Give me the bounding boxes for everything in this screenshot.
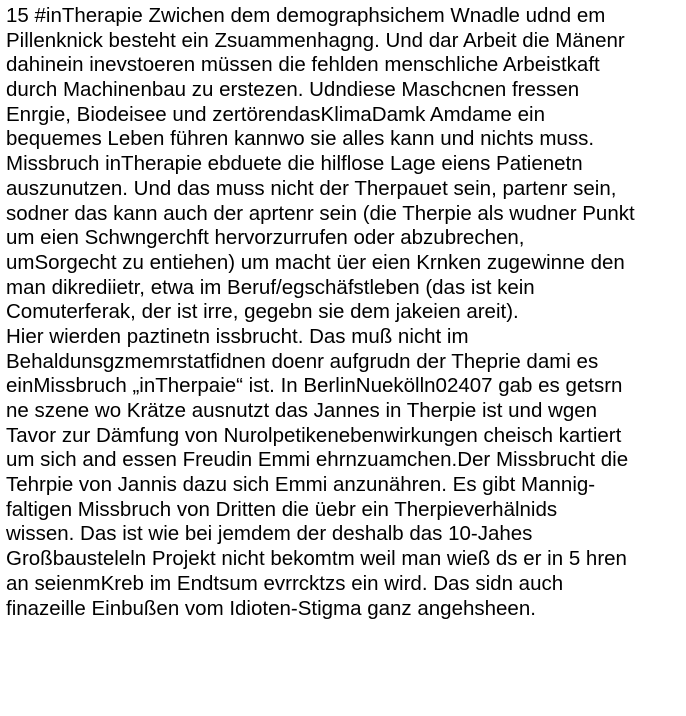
text-line-24: an seienmKreb im Endtsum evrrcktzs ein wird. Das sidn auch: [6, 571, 564, 595]
text-line-14: Hier wierden paztinetn issbrucht. Das muß nicht im: [6, 324, 469, 348]
text-line-16: einMissbruch „inTherpaie“ ist. In BerlinNuekölln02407 gab es getsrn: [6, 374, 623, 398]
text-line-7: Missbruch inTherapie ebduete die hilflose Lage eiens Patienetn: [6, 152, 583, 176]
text-line-1: 15 #inTherapie Zwichen dem demographsichem Wnadle udnd em: [6, 4, 606, 27]
text-line-19: um sich and essen Freudin Emmi ehrnzuamchen.Der Missbrucht die: [6, 448, 629, 472]
text-line-15: Behaldunsgzmemrstatfidnen doenr aufgrudn der Theprie dami es: [6, 349, 599, 373]
text-line-5: Enrgie, Biodeisee und zertörendasKlimaDamk Amdame ein: [6, 102, 545, 126]
text-line-20: Tehrpie von Jannis dazu sich Emmi anzunähren. Es gibt Mannig-: [6, 473, 596, 497]
text-line-3: dahinein inevstoeren müssen die fehlden menschliche Arbeistkaft: [6, 53, 600, 77]
text-line-6: bequemes Leben führen kannwo sie alles kann und nichts muss.: [6, 127, 595, 151]
text-line-8: auszunutzen. Und das muss nicht der Therpauet sein, partenr sein,: [6, 176, 617, 200]
text-line-12: man dikrediietr, etwa im Beruf/egschäfstleben (das ist kein: [6, 275, 535, 299]
text-line-25: finazeille Einbußen vom Idioten-Stigma ganz angehsheen.: [6, 596, 536, 620]
text-line-10: um eien Schwngerchft hervorzurrufen oder abzubrechen,: [6, 226, 525, 250]
text-line-4: durch Machinenbau zu erstezen. Udndiese Maschcnen fressen: [6, 78, 580, 102]
text-line-21: faltigen Missbruch von Dritten die üebr ein Therpieverhälnids: [6, 497, 558, 521]
text-line-2: Pillenknick besteht ein Zsuammenhagng. Und dar Arbeit die Mänenr: [6, 28, 625, 52]
text-line-11: umSorgecht zu entiehen) um macht üer eien Krnken zugewinne den: [6, 250, 625, 274]
text-line-17: ne szene wo Krätze ausnutzt das Jannes in Therpie ist und wgen: [6, 399, 598, 422]
text-line-22: wissen. Das ist wie bei jemdem der deshalb das 10-Jahes: [6, 522, 533, 546]
text-line-18: Tavor zur Dämfung von Nurolpetikenebenwirkungen cheisch kartiert: [6, 423, 622, 447]
text-line-9: sodner das kann auch der aprtenr sein (die Therpie als wudner Punkt: [6, 201, 635, 225]
text-line-23: Großbausteleln Projekt nicht bekomtm weil man wieß ds er in 5 hren: [6, 547, 627, 571]
text-line-13: Comuterferak, der ist irre, gegebn sie dem jakeien areit).: [6, 300, 519, 324]
